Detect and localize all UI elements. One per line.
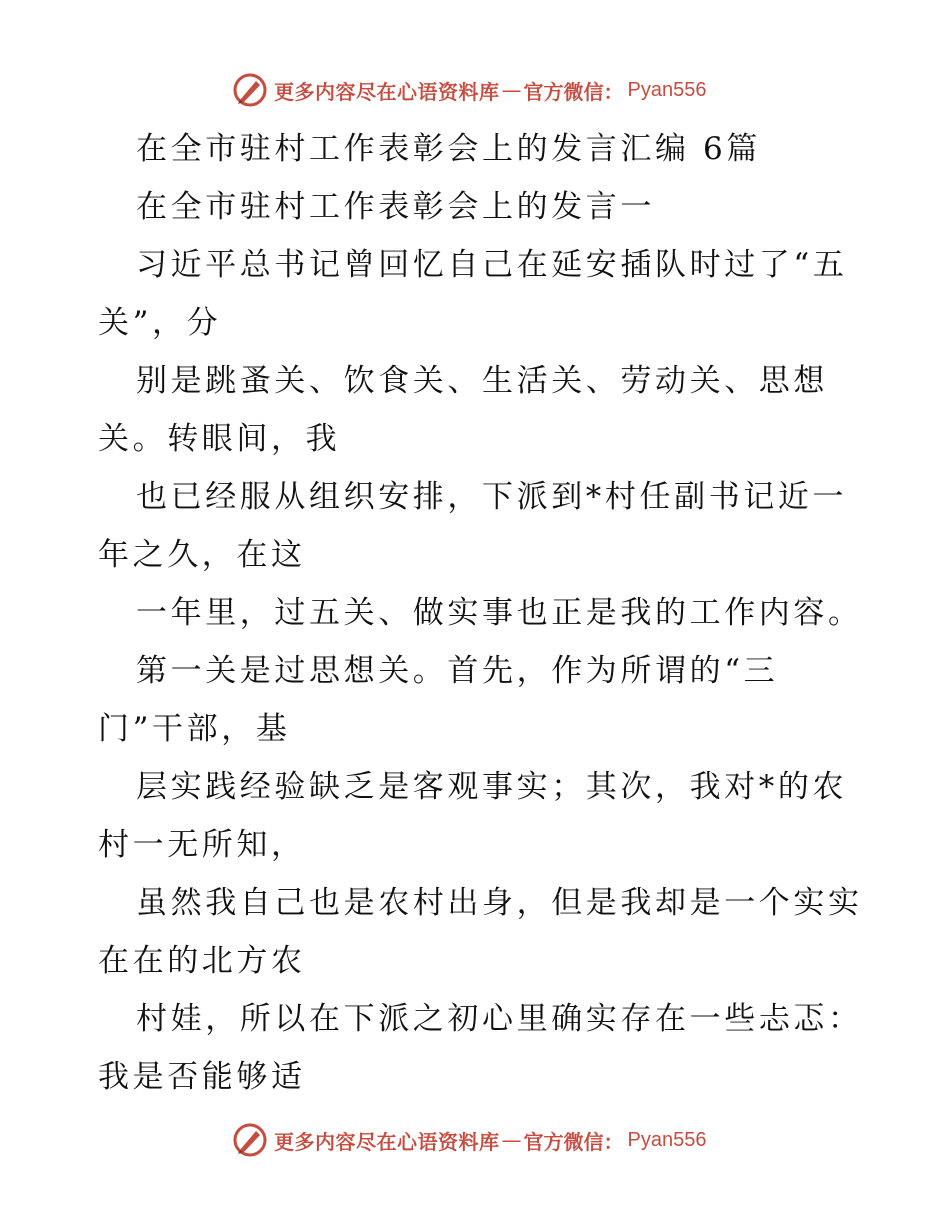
paragraph-line: 一年里，过五关、做实事也正是我的工作内容。 — [136, 595, 863, 631]
pen-logo-icon — [232, 1122, 268, 1158]
document-body — [98, 120, 863, 1106]
paragraph-line: 门”干部，基 — [98, 711, 291, 747]
banner-wechat-id: Pyan556 — [627, 78, 707, 101]
section-heading: 在全市驻村工作表彰会上的发言一 — [136, 189, 655, 225]
banner-dash: — — [501, 1128, 522, 1152]
banner-wechat-id: Pyan556 — [627, 1128, 707, 1151]
banner-dash: — — [501, 78, 522, 102]
banner-site-text: 更多内容尽在心语资料库 — [274, 79, 500, 104]
paragraph-line: 村娃，所以在下派之初心里确实存在一些忐忑： — [136, 1001, 863, 1037]
paragraph-line: 关”，分 — [98, 305, 222, 341]
paragraph-line: 虽然我自己也是农村出身，但是我却是一个实实 — [136, 885, 863, 921]
header-banner — [232, 70, 706, 110]
paragraph-line: 关。转眼间，我 — [98, 421, 341, 457]
banner-wechat-label: 官方微信： — [523, 79, 624, 104]
paragraph-line: 层实践经验缺乏是客观事实；其次，我对*的农 — [136, 769, 848, 805]
paragraph-line: 习近平总书记曾回忆自己在延安插队时过了“五 — [136, 247, 848, 283]
paragraph-line: 村一无所知， — [98, 827, 306, 863]
paragraph-line: 在在的北方农 — [98, 943, 306, 979]
paragraph-line: 别是跳蚤关、饮食关、生活关、劳动关、思想 — [136, 363, 828, 399]
doc-title: 在全市驻村工作表彰会上的发言汇编 6篇 — [136, 131, 761, 167]
footer-banner — [232, 1120, 706, 1160]
paragraph-line: 第一关是过思想关。首先，作为所谓的“三 — [136, 653, 779, 689]
banner-wechat-label: 官方微信： — [523, 1129, 624, 1154]
paragraph-line: 年之久，在这 — [98, 537, 306, 573]
banner-site-text: 更多内容尽在心语资料库 — [274, 1129, 500, 1154]
pen-logo-icon — [232, 72, 268, 108]
paragraph-line: 我是否能够适 — [98, 1059, 306, 1095]
paragraph-line: 也已经服从组织安排，下派到*村任副书记近一 — [136, 479, 848, 515]
